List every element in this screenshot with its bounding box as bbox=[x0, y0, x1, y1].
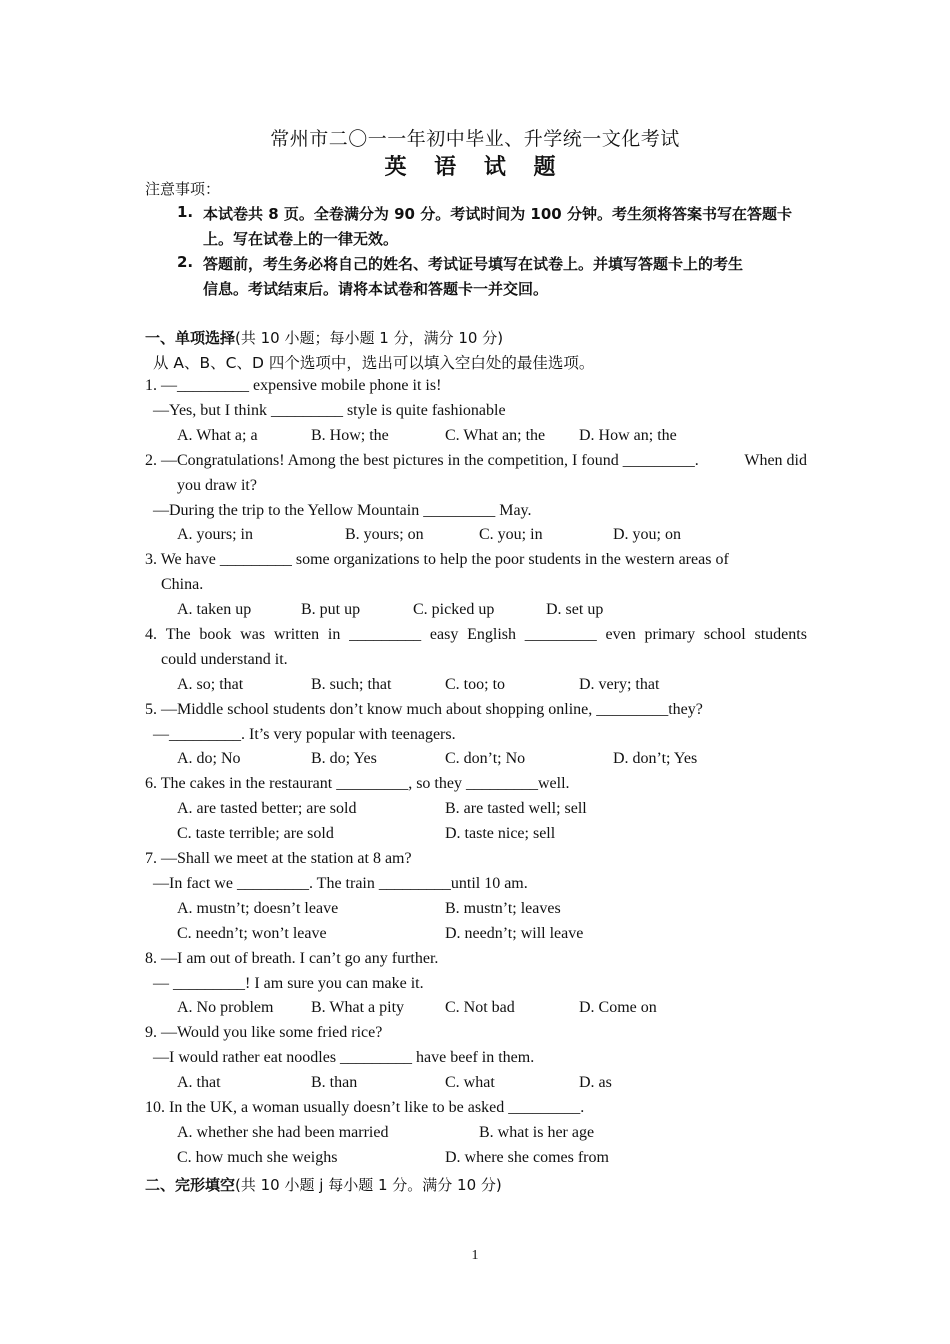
q4-word: 4. bbox=[145, 626, 157, 643]
q3-option-b: B. put up bbox=[301, 601, 361, 618]
section1-heading bbox=[145, 327, 503, 348]
q10-option-d: D. where she comes from bbox=[445, 1149, 609, 1166]
q6-line1: 6. The cakes in the restaurant _________, so they _________well. bbox=[145, 775, 570, 792]
q4-word: The bbox=[165, 626, 191, 643]
q7-option-d: D. needn’t; will leave bbox=[445, 925, 584, 942]
q4-word: easy bbox=[429, 626, 459, 643]
section1-note: (共 10 小题；每小题 1 分，满分 10 分) bbox=[235, 329, 504, 347]
notice-heading: 注意事项： bbox=[145, 180, 221, 198]
q4-option-a: A. so; that bbox=[177, 676, 244, 693]
q2-line1-left: 2. —Congratulations! Among the best pictures in the competition, I found _________. bbox=[145, 452, 699, 469]
q2-option-a: A. yours; in bbox=[177, 526, 253, 543]
q10-option-a: A. whether she had been married bbox=[177, 1124, 389, 1141]
q1-line2: —Yes, but I think _________ style is quite fashionable bbox=[153, 402, 506, 419]
q7-line1: 7. —Shall we meet at the station at 8 am? bbox=[145, 850, 412, 867]
q9-line1: 9. —Would you like some fried rice? bbox=[145, 1024, 383, 1041]
q4-option-d: D. very; that bbox=[579, 676, 660, 693]
q1-option-c: C. What an; the bbox=[445, 427, 546, 444]
q1-option-d: D. How an; the bbox=[579, 427, 677, 444]
q6-option-a: A. are tasted better; are sold bbox=[177, 800, 357, 817]
q8-option-a: A. No problem bbox=[177, 999, 274, 1016]
q3-option-c: C. picked up bbox=[413, 601, 495, 618]
q8-line2: — _________! I am sure you can make it. bbox=[153, 975, 424, 992]
q9-option-b: B. than bbox=[311, 1074, 358, 1091]
q2-option-c: C. you; in bbox=[479, 526, 543, 543]
q5-option-d: D. don’t; Yes bbox=[613, 750, 698, 767]
notice-item-1-line2: 上。写在试卷上的一律无效。 bbox=[203, 230, 399, 248]
page-number: 1 bbox=[471, 1248, 479, 1263]
q4-word: was bbox=[240, 626, 266, 643]
section1-title: 一、单项选择 bbox=[145, 329, 236, 347]
q6-option-c: C. taste terrible; are sold bbox=[177, 825, 334, 842]
q7-option-c: C. needn’t; won’t leave bbox=[177, 925, 327, 942]
section1-instruction: 从 A、B、C、D 四个选项中，选出可以填入空白处的最佳选项。 bbox=[153, 354, 595, 372]
q5-line2: —_________. It’s very popular with teenagers. bbox=[153, 726, 456, 743]
q1-option-b: B. How; the bbox=[311, 427, 389, 444]
notice-item-1-num: 1. bbox=[177, 203, 194, 221]
q4-word: written bbox=[273, 626, 320, 643]
q7-line2: —In fact we _________. The train _________until 10 am. bbox=[153, 875, 528, 892]
q6-option-b: B. are tasted well; sell bbox=[445, 800, 587, 817]
q9-option-d: D. as bbox=[579, 1074, 612, 1091]
notice-item-1-line1: 本试卷共 8 页。全卷满分为 90 分。考试时间为 100 分钟。考生须将答案书写在答题卡 bbox=[203, 205, 792, 223]
q10-line1: 10. In the UK, a woman usually doesn’t like to be asked _________. bbox=[145, 1099, 585, 1116]
q4-blank: _________ bbox=[349, 626, 422, 643]
q5-line1: 5. —Middle school students don’t know much about shopping online, _________they? bbox=[145, 701, 703, 718]
q8-option-c: C. Not bad bbox=[445, 999, 515, 1016]
q3-option-d: D. set up bbox=[546, 601, 604, 618]
q4-word: English bbox=[467, 626, 516, 643]
q8-option-b: B. What a pity bbox=[311, 999, 405, 1016]
q5-option-a: A. do; No bbox=[177, 750, 241, 767]
q4-word: even bbox=[605, 626, 636, 643]
q2-option-d: D. you; on bbox=[613, 526, 681, 543]
section2-heading bbox=[145, 1174, 502, 1195]
q1-option-a: A. What a; a bbox=[177, 427, 258, 444]
q1-line1: 1. —_________ expensive mobile phone it is! bbox=[145, 377, 442, 394]
q10-option-c: C. how much she weighs bbox=[177, 1149, 338, 1166]
q9-option-c: C. what bbox=[445, 1074, 495, 1091]
q7-option-b: B. mustn’t; leaves bbox=[445, 900, 561, 917]
section2-title: 二、完形填空 bbox=[145, 1176, 236, 1194]
q9-option-a: A. that bbox=[177, 1074, 221, 1091]
q3-option-a: A. taken up bbox=[177, 601, 252, 618]
q4-option-b: B. such; that bbox=[311, 676, 392, 693]
q4-word: in bbox=[327, 626, 341, 643]
q5-option-c: C. don’t; No bbox=[445, 750, 526, 767]
q8-line1: 8. —I am out of breath. I can’t go any further. bbox=[145, 950, 439, 967]
q4-word: students bbox=[754, 626, 807, 643]
q4-line2: could understand it. bbox=[161, 651, 288, 668]
q4-word: school bbox=[703, 626, 746, 643]
notice-item-2-line2: 信息。考试结束后。请将本试卷和答题卡一并交回。 bbox=[203, 280, 549, 298]
q3-line2: China. bbox=[161, 576, 204, 593]
notice-item-2-num: 2. bbox=[177, 253, 194, 271]
q2-line3: —During the trip to the Yellow Mountain _________ May. bbox=[153, 502, 532, 519]
q6-option-d: D. taste nice; sell bbox=[445, 825, 556, 842]
section2-note: (共 10 小题 j 每小题 1 分。满分 10 分) bbox=[235, 1176, 502, 1194]
q5-option-b: B. do; Yes bbox=[311, 750, 377, 767]
q7-option-a: A. mustn’t; doesn’t leave bbox=[177, 900, 339, 917]
notice-item-2-line1: 答题前，考生务必将自己的姓名、考试证号填写在试卷上。并填写答题卡上的考生 bbox=[203, 255, 744, 273]
q8-option-d: D. Come on bbox=[579, 999, 657, 1016]
q9-line2: —I would rather eat noodles _________ have beef in them. bbox=[153, 1049, 535, 1066]
q4-line1 bbox=[145, 626, 807, 644]
q2-line2: you draw it? bbox=[177, 477, 257, 494]
q2-line1-right: When did bbox=[744, 452, 807, 469]
q2-option-b: B. yours; on bbox=[345, 526, 424, 543]
q3-line1: 3. We have _________ some organizations to help the poor students in the western areas of bbox=[145, 551, 729, 568]
exam-subtitle: 英 语 试 题 bbox=[384, 155, 566, 180]
q4-option-c: C. too; to bbox=[445, 676, 506, 693]
exam-title: 常州市二〇一一年初中毕业、升学统一文化考试 bbox=[270, 129, 680, 150]
q4-word: primary bbox=[644, 626, 696, 643]
q4-blank: _________ bbox=[524, 626, 597, 643]
q10-option-b: B. what is her age bbox=[479, 1124, 595, 1141]
q4-word: book bbox=[199, 626, 232, 643]
q2-line1 bbox=[145, 452, 807, 470]
